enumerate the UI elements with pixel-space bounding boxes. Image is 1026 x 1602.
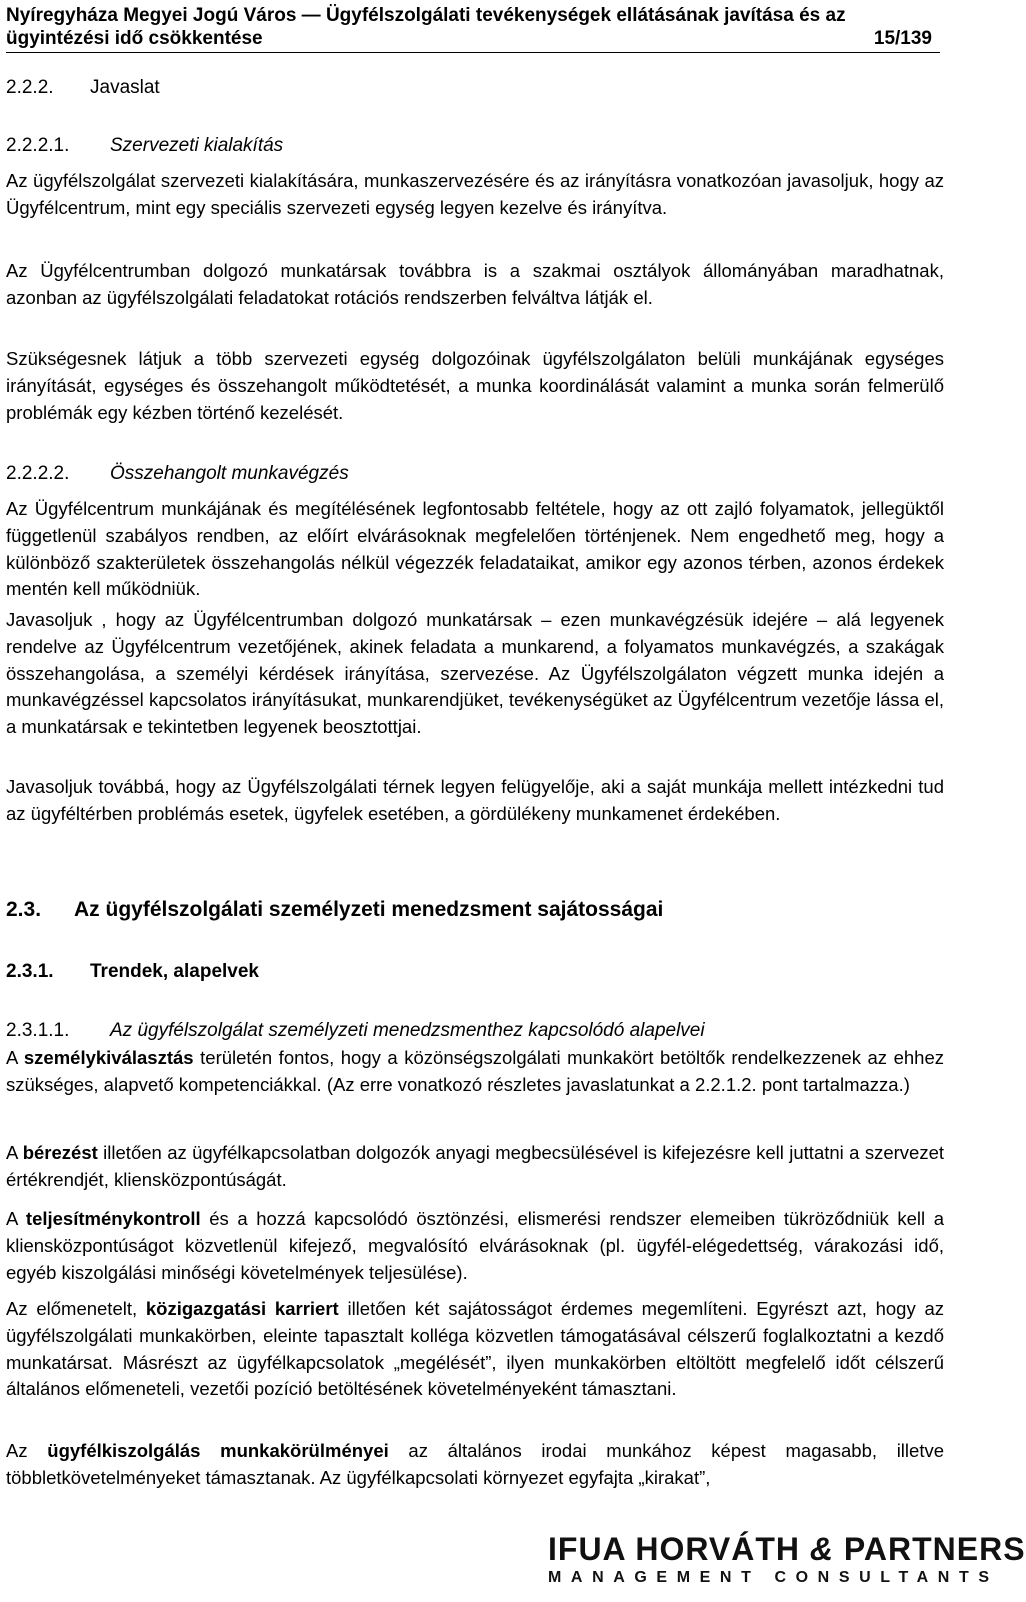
- heading-title: Szervezeti kialakítás: [110, 135, 284, 156]
- bold-term: közigazgatási karriert: [145, 1298, 339, 1319]
- heading-number: 2.3.1.1.: [6, 1020, 70, 1041]
- text-run: A: [6, 1047, 24, 1068]
- text-run: illetően két sajátosságot érdemes megemlíteni. Egyrészt azt, hogy az ügyfélszolgálati munkakörben, eleinte tapasztalt kollégа közvetlen támogatásával célszerű foglalkoztatni a kezdő munkatársat. Másrészt az ügyfélkapcsolatok „megélését”, ilyen munkakörben eltöltött megfelelő időt célszerű általános előmeneteli, vezetői pozíció betöltésének követelményeként támasztani.: [6, 1298, 944, 1400]
- text-run: területén fontos, hogy a közönségszolgálati munkakört betöltők rendelkezzenek az ehhez szükséges, alapvető kompetenciákkal. (Az erre vonatkozó részletes javaslatunkat a 2.2.1.2. pont tartalmazza.): [6, 1047, 944, 1095]
- text-run: Az előmenetelt,: [6, 1298, 146, 1319]
- bold-term: személykiválasztás: [23, 1047, 194, 1068]
- text-run: Az: [6, 1440, 48, 1461]
- paragraph: [6, 1140, 944, 1194]
- page-header: [6, 4, 940, 53]
- heading-2-3-1: [6, 960, 944, 984]
- paragraph: [6, 1045, 944, 1099]
- heading-number: 2.2.2.2.: [6, 463, 70, 484]
- heading-title: Trendek, alapelvek: [90, 961, 259, 982]
- heading-title: Összehangolt munkavégzés: [110, 463, 349, 484]
- paragraph: Javasoljuk továbbá, hogy az Ügyfélszolgálati térnek legyen felügyelője, aki a saját munkája mellett intézkedni tud az ügyféltérben problémás esetek, ügyfelek esetében, a gördülékeny munkamenet érdekében.: [6, 776, 944, 824]
- company-logo: [548, 1531, 1026, 1588]
- text-run: A: [6, 1142, 23, 1163]
- page-number: 15/139: [873, 28, 932, 49]
- bold-term: ügyfélkiszolgálás munkakörülményei: [47, 1440, 389, 1461]
- paragraph: [6, 1296, 944, 1403]
- paragraph: Az Ügyfélcentrum munkájának és megítélésének legfontosabb feltétele, hogy az ott zajló folyamatok, jellegüktől függetlenül szabályos rendben, az előírt elvárásoknak megfelelően történjenek. Nem engedhető meg, hogy a különböző szakterületek összehangolás nélkül végezzék feladataikat, amikor egy azonos térben, azonos érdekek mentén kell működniük.: [6, 498, 944, 600]
- text-run: illetően az ügyfélkapcsolatban dolgozók anyagi megbecsülésével is kifejezésre kell juttatni a szervezet értékrendjét, kliensközpontúságát.: [6, 1142, 945, 1190]
- logo-ampersand: &: [809, 1531, 834, 1567]
- header-title-line2: ügyintézési idő csökkentése: [6, 28, 263, 49]
- heading-2-2-2-1: [6, 134, 944, 158]
- paragraph: [6, 1438, 944, 1492]
- heading-number: 2.3.1.: [6, 961, 54, 982]
- bold-term: bérezést: [22, 1142, 98, 1163]
- heading-number: 2.2.2.1.: [6, 135, 70, 156]
- heading-2-3: [6, 898, 944, 922]
- heading-2-2-2-2: [6, 462, 944, 486]
- logo-text: IFUA HORVÁTH: [548, 1531, 810, 1567]
- paragraph: Az ügyfélszolgálat szervezeti kialakítására, munkaszervezésére és az irányításra vonatkozóan javasoljuk, hogy az Ügyfélcentrum, mint egy speciális szervezeti egység legyen kezelve és irányítva.: [6, 170, 944, 218]
- heading-title: Az ügyfélszolgálati személyzeti menedzsment sajátosságai: [74, 898, 664, 921]
- heading-title: Az ügyfélszolgálat személyzeti menedzsmenthez kapcsolódó alapelvei: [110, 1020, 705, 1041]
- paragraph: Javasoljuk , hogy az Ügyfélcentrumban dolgozó munkatársak – ezen munkavégzésük idejére – alá legyenek rendelve az Ügyfélcentrum vezetőjének, akinek feladata a munkarend, a folyamatos munkavégzés, a szakágak összehangolása, a személyi kérdések irányítása, szervezése. Az Ügyfélszolgálaton végzett munka idején a munkavégzéssel kapcsolatos irányításukat, munkarendjüket, tevékenységüket az Ügyfélcentrum vezetője lássa el, a munkatársak e tekintetben legyenek beosztottjai.: [6, 609, 944, 738]
- paragraph: Szükségesnek látjuk a több szervezeti egység dolgozóinak ügyfélszolgálaton belüli munkájának egységes irányítását, egységes és összehangolt működtetését, a munka koordinálását valamint a munka során felmerülő problémák egy kézben történő kezelését.: [6, 348, 944, 423]
- header-title-line1: Nyíregyháza Megyei Jogú Város — Ügyfélszolgálati tevékenységek ellátásának javítása és az: [6, 5, 846, 26]
- heading-number: 2.3.: [6, 898, 42, 921]
- text-run: az általános irodai munkához képest magasabb, illetve többletkövetelményeket támasztanak. Az ügyfélkapcsolati környezet egyfajta „kirakat”,: [6, 1440, 944, 1488]
- text-run: A: [6, 1208, 26, 1229]
- logo-wordmark: [548, 1531, 1026, 1567]
- heading-title: Javaslat: [90, 77, 160, 98]
- paragraph: Az Ügyfélcentrumban dolgozó munkatársak továbbra is a szakmai osztályok állományában maradhatnak, azonban az ügyfélszolgálati feladatokat rotációs rendszerben felváltva látják el.: [6, 260, 944, 308]
- heading-2-2-2: [6, 76, 944, 100]
- bold-term: teljesítménykontroll: [25, 1208, 201, 1229]
- logo-subtitle: MANAGEMENT CONSULTANTS: [548, 1569, 999, 1586]
- heading-2-3-1-1: [6, 1019, 944, 1043]
- text-run: és a hozzá kapcsolódó ösztönzési, elismerési rendszer elemeiben tükröződniük kell a kliensközpontúságot közvetlenül kifejező, megvalósító elvárásoknak (pl. ügyfél-elégedettség, várakozási idő, egyéb kiszolgálási minőségi követelmények teljesülése).: [6, 1208, 944, 1283]
- logo-text: PARTNERS: [834, 1531, 1026, 1567]
- paragraph: [6, 1206, 944, 1286]
- heading-number: 2.2.2.: [6, 77, 54, 98]
